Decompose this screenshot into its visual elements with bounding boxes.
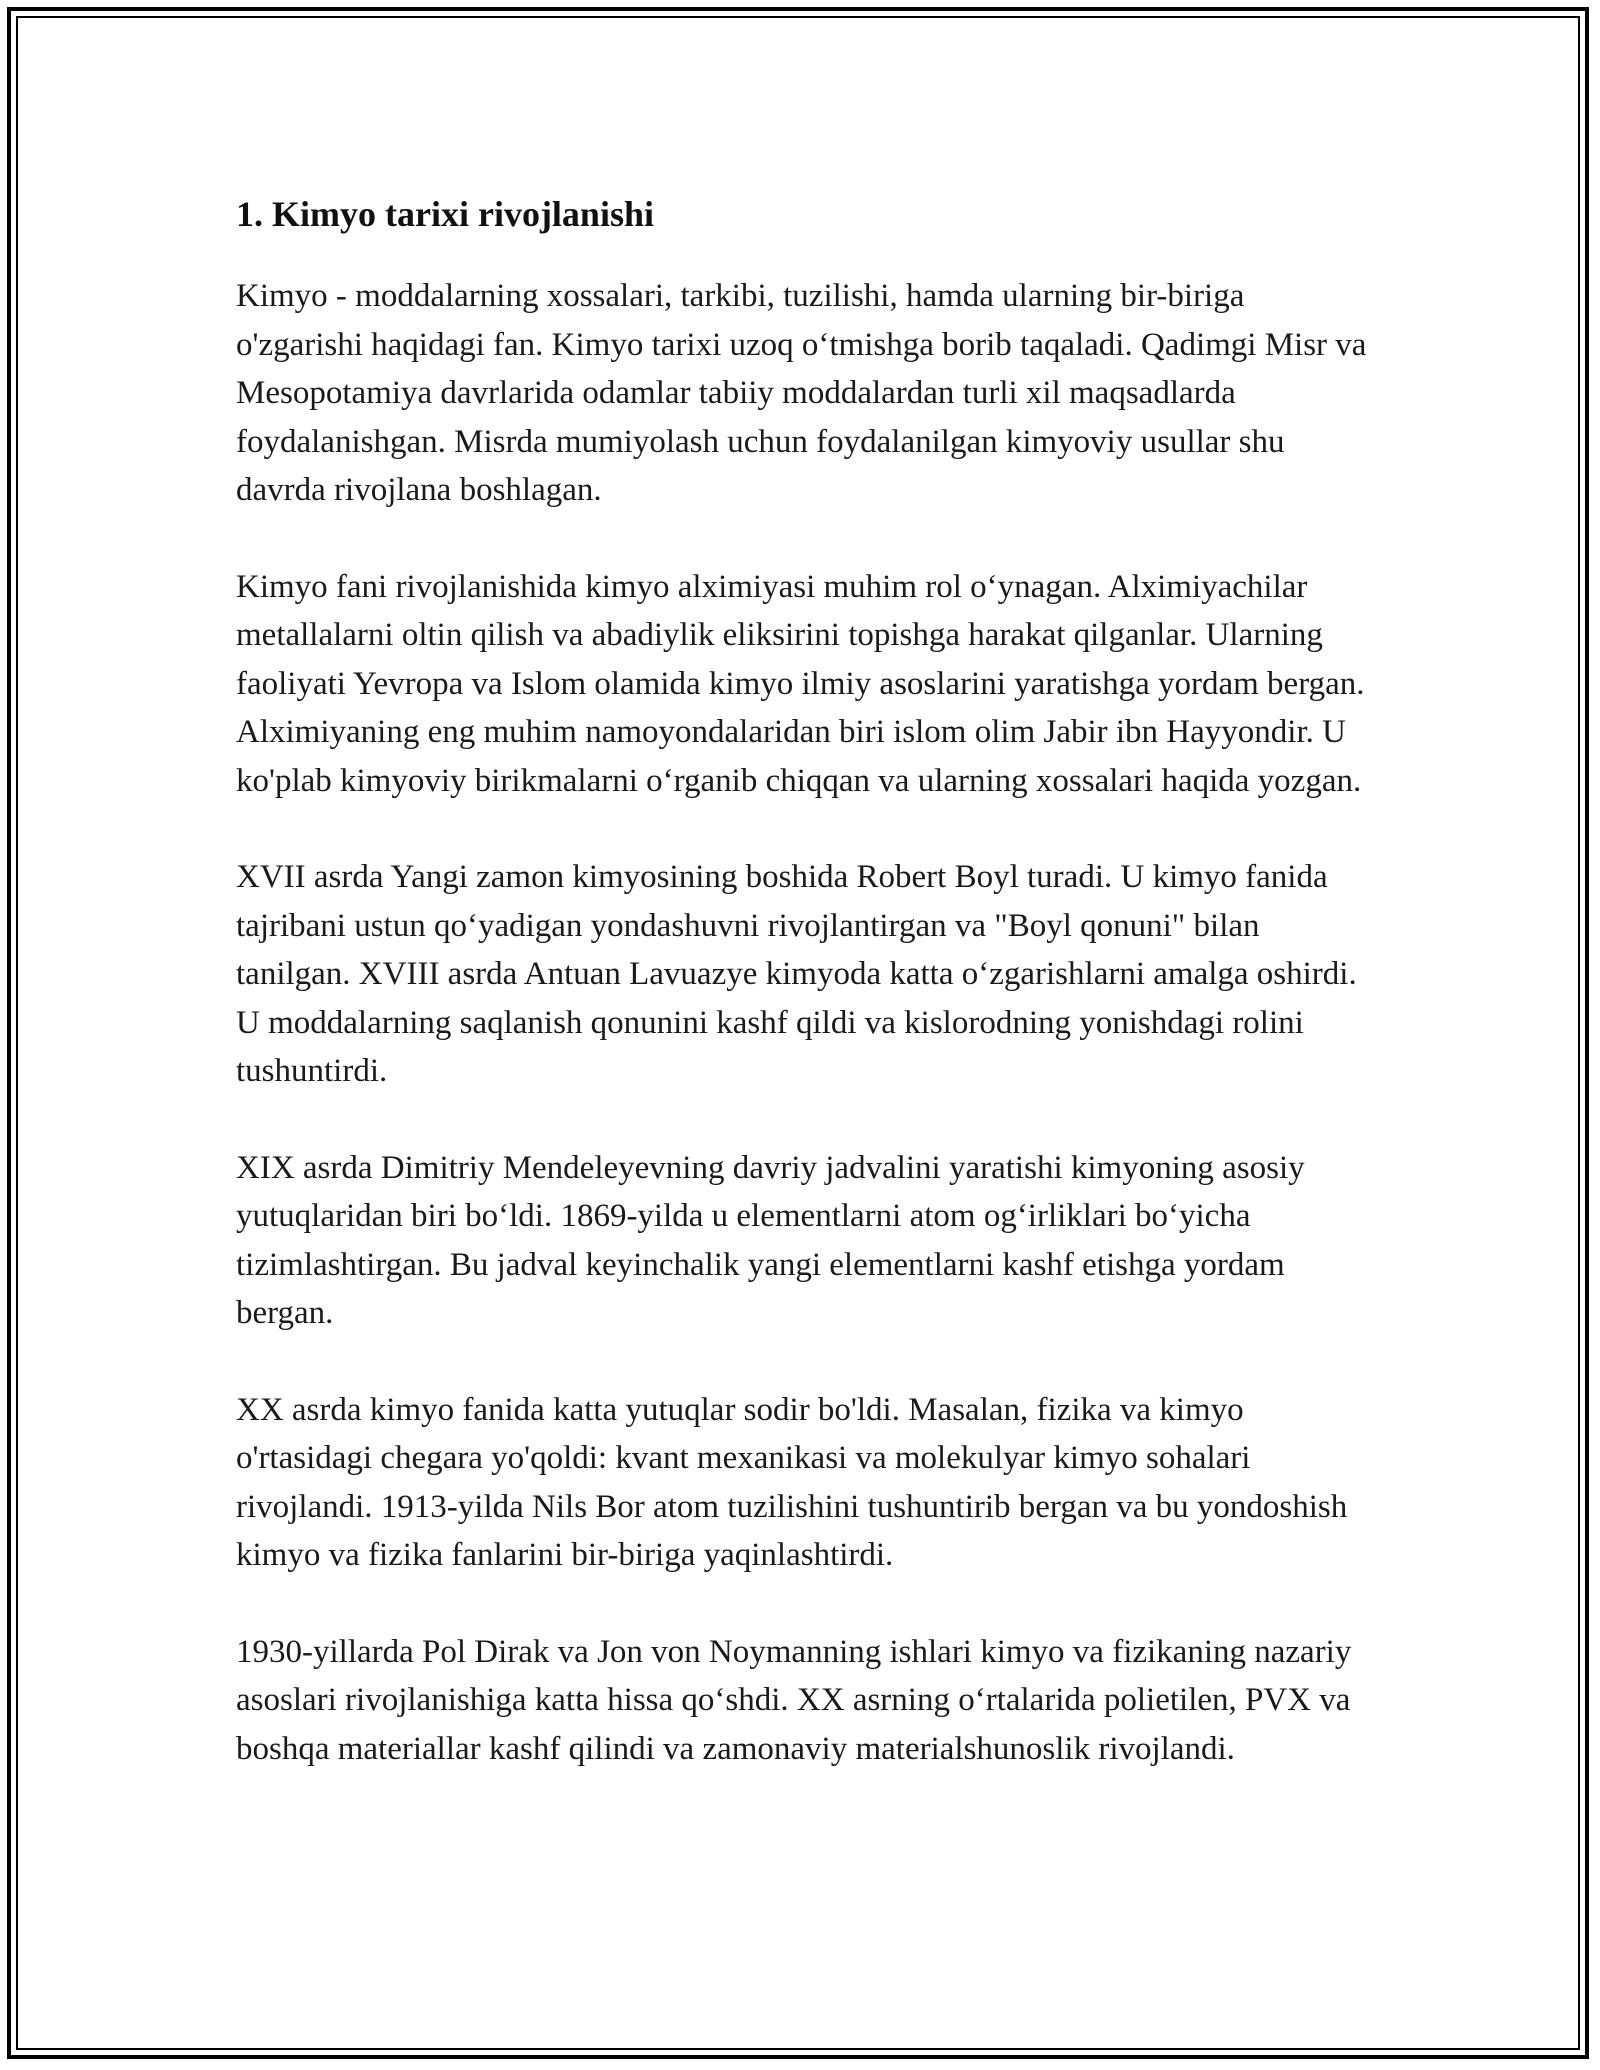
paragraph-ancient-origins: Kimyo - moddalarning xossalari, tarkibi, tuzilishi, hamda ularning bir-biriga o'zgarishi haqidagi fan. Kimyo tarixi uzoq o‘tmishga borib taqaladi. Qadimgi Misr va Mesopotamiya davrlarida odamlar tabiiy moddalardan turli xil maqsadlarda foydalanishgan. Misrda mumiyolash uchun foydalanilgan kimyoviy usullar shu davrda rivojlana boshlagan. <box>236 278 1367 508</box>
paragraph-boyle-lavoisier: XVII asrda Yangi zamon kimyosining boshida Robert Boyl turadi. U kimyo fanida tajribani ustun qo‘yadigan yondashuvni rivojlantirgan va "Boyl qonuni" bilan tanilgan. XVIII asrda Antuan Lavuazye kimyoda katta o‘zgarishlarni amalga oshirdi. U moddalarning saqlanish qonunini kashf qildi va kislorodning yonishdagi rolini tushuntirdi. <box>236 859 1357 1089</box>
paragraph-twentieth-century: XX asrda kimyo fanida katta yutuqlar sodir bo'ldi. Masalan, fizika va kimyo o'rtasidagi chegara yo'qoldi: kvant mexanikasi va molekulyar kimyo sohalari rivojlandi. 1913-yilda Nils Bor atom tuzilishini tushuntirib bergan va bu yondoshish kimyo va fizika fanlarini bir-biriga yaqinlashtirdi. <box>236 1391 1348 1573</box>
paragraph-modern-materials: 1930-yillarda Pol Dirak va Jon von Noymanning ishlari kimyo va fizikaning nazariy asoslari rivojlanishiga katta hissa qo‘shdi. XX asrning o‘rtalarida polietilen, PVX va boshqa materiallar kashf qilindi va zamonaviy materialshunoslik rivojlandi. <box>236 1633 1352 1767</box>
paragraph-alchemy: Kimyo fani rivojlanishida kimyo alximiyasi muhim rol o‘ynagan. Alximiyachilar metallalarni oltin qilish va abadiylik eliksirini topishga harakat qilganlar. Ularning faoliyati Yevropa va Islom olamida kimyo ilmiy asoslarini yaratishga yordam bergan. Alximiyaning eng muhim namoyondalaridan biri islom olim Jabir ibn Hayyondir. U ko'plab kimyoviy birikmalarni o‘rganib chiqqan va ularning xossalari haqida yozgan. <box>236 568 1365 799</box>
document-title: 1. Kimyo tarixi rivojlanishi <box>236 194 654 234</box>
document-body <box>236 184 1376 1821</box>
paragraph-mendeleev: XIX asrda Dimitriy Mendeleyevning davriy jadvalini yaratishi kimyoning asosiy yutuqlaridan biri bo‘ldi. 1869-yilda u elementlarni atom og‘irliklari bo‘yicha tizimlashtirgan. Bu jadval keyinchalik yangi elementlarni kashf etishga yordam bergan. <box>236 1149 1305 1331</box>
